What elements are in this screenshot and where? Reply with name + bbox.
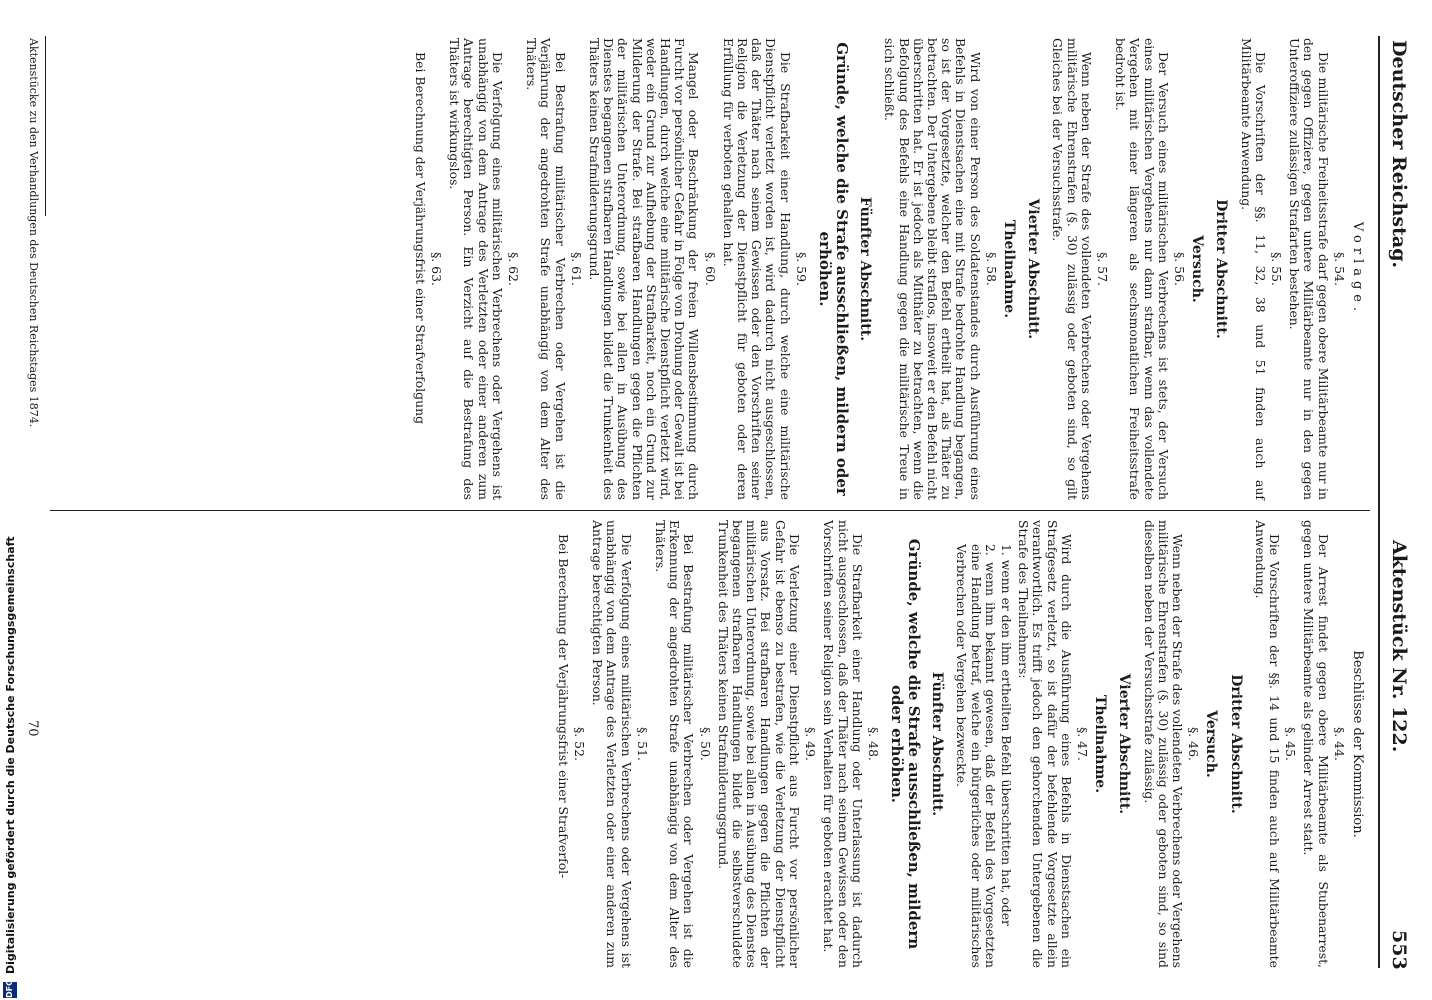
- paragraph-number: §. 45.: [1283, 727, 1299, 761]
- section-title: Gründe, welche die Strafe ausschließen, mildern oder erhöhen.: [887, 538, 923, 950]
- section-title: Gründe, welche die Strafe ausschließen, mildern oder erhöhen.: [815, 42, 851, 496]
- paragraph: Die Strafbarkeit einer Handlung oder Unterlassung ist dadurch nicht ausgeschlossen, daß der Thäter nach seinem Gewissen oder den Vorschriften seiner Religion sein Verhalten für geboten erachtet hat.: [821, 520, 865, 968]
- page-number: 70: [25, 720, 40, 737]
- paragraph: Wird durch die Ausführung eines Befehls in Dienstsachen ein Strafgesetz verletzt, so ist dafür der befehlende Vorgesetzte allein verantwortlich. Es trifft jedoch den gehorchenden Untergebenen die Strafe des Theilnehmers:: [1016, 520, 1074, 968]
- footer-note: Aktenstücke zu den Verhandlungen des Deutschen Reichstages 1874.: [27, 38, 40, 428]
- paragraph: Die Verfolgung eines militärischen Verbrechens oder Vergehens ist unabhängig von dem Antrage des Verletzten oder einer anderen zum Antrage berechtigten Person. Ein Verzicht auf die Bestrafung des Thäters ist wirkungslos.: [447, 38, 505, 500]
- paragraph-number: §. 56.: [1171, 252, 1187, 286]
- paragraph: Die Vorschriften der §§. 11, 32, 38 und 51 finden auch auf Militärbeamte Anwendung.: [1238, 38, 1268, 500]
- paragraph-number: §. 58.: [983, 252, 999, 286]
- section-heading: Vierter Abschnitt.: [1025, 198, 1042, 340]
- paragraph: Bei Berechnung der Verjährungsfrist einer Strafverfolgung: [412, 52, 428, 425]
- paragraph-number: §. 61.: [568, 252, 584, 286]
- paragraph: Wenn neben der Strafe des vollendeten Verbrechens oder Vergehens militärische Ehrenstrafen (§. 30) zulässig oder geboten sind, so sind dieselben neben der Versuchsstrafe zulässig.: [1141, 520, 1185, 968]
- paragraph: Die Verfolgung eines militärischen Verbrechens oder Vergehens ist unabhängig von dem Antrage des Verletzten oder einer anderen zum Antrage berechtigten Person.: [590, 520, 634, 968]
- header-center: Aktenstück Nr. 122.: [1388, 540, 1410, 753]
- paragraph: Wird von einer Person des Soldatenstandes durch Ausführung eines Befehls in Dienstsachen eine mit Strafe bedrohte Handlung begangen, so ist der Vorgesetzte, welcher den Befehl ertheilt hat, als Thäter zu betrachten. Der Untergebene bleibt straflos, insoweit er den Befehl nicht überschritten hat. Er ist jedoch als Mitthäter zu betrachten, wenn die Befolgung des Befehls eine Handlung gegen die militärische Treue in sich schließt.: [882, 38, 983, 500]
- funding-note: Digitalisierung gefördert durch die Deutsche Forschungsgemeinschaft: [4, 536, 17, 974]
- list-item: 1. wenn er den ihm ertheilten Befehl überschritten hat, oder: [998, 544, 1014, 926]
- paragraph-number: §. 54.: [1331, 252, 1347, 286]
- paragraph-number: §. 46.: [1186, 727, 1202, 761]
- header-rule: [1378, 36, 1380, 968]
- footer-rule: [45, 36, 46, 216]
- section-title: Versuch.: [1189, 235, 1206, 303]
- paragraph-number: §. 50.: [697, 727, 713, 761]
- paragraph-number: §. 51.: [634, 727, 650, 761]
- paragraph-number: §. 49.: [803, 727, 819, 761]
- section-heading: Fünfter Abschnitt.: [929, 671, 946, 817]
- section-title: Theilnahme.: [1000, 219, 1017, 319]
- paragraph-number: §. 60.: [702, 252, 718, 286]
- paragraph: Die militärische Freiheitsstrafe darf gegen obere Militärbeamte nur in den gegen Offiziere, gegen untere Militärbeamte nur in den gegen Unteroffiziere zulässigen Strafarten bestehen.: [1287, 38, 1331, 500]
- paragraph-number: §. 62.: [506, 252, 522, 286]
- paragraph-number: §. 57.: [1094, 252, 1110, 286]
- paragraph-number: §. 48.: [865, 727, 881, 761]
- paragraph-number: §. 55.: [1268, 252, 1284, 286]
- dfg-logo: DFG: [3, 982, 17, 998]
- header-page-number: 553: [1388, 930, 1410, 970]
- column-title: Beschlüsse der Kommission.: [1350, 650, 1365, 838]
- paragraph-number: §. 52.: [572, 727, 588, 761]
- section-title: Theilnahme.: [1092, 694, 1109, 794]
- column-divider: [50, 510, 1370, 511]
- section-heading: Fünfter Abschnitt.: [857, 196, 874, 342]
- section-heading: Dritter Abschnitt.: [1227, 674, 1244, 814]
- paragraph: Mangel oder Beschränkung der freien Willensbestimmung durch Furcht vor persönlicher Gefahr in Folge von Drohung oder Gewalt ist bei Handlungen, durch welche eine militärische Dienstpflicht verletzt wird, weder ein Grund zur Aufhebung der Strafbarkeit, noch ein Grund zur Milderung der Strafe. Bei strafbaren Handlungen gegen die Pflichten der militärischen Unterordnung, sowie bei allen in Ausübung des Dienstes begangenen strafbaren Handlungen bildet die Trunkenheit des Thäters keinen Strafmilderungsgrund.: [587, 38, 702, 500]
- column-title: Vorlage.: [1350, 221, 1365, 317]
- list-item: 2. wenn ihm bekannt gewesen, daß der Befehl des Vorgesetzten eine Handlung betraf, welche ein bürgerliches oder militärisches Verbrechen oder Vergehen bezweckte.: [954, 544, 998, 968]
- paragraph: Die Strafbarkeit einer Handlung, durch welche eine militärische Dienstpflicht verletzt worden ist, wird dadurch nicht ausgeschlossen, daß der Thäter nach seinem Gewissen oder den Vorschriften seiner Religion die Verletzung der Dienstpflicht für geboten oder deren Erfüllung für verboten gehalten hat.: [720, 38, 793, 500]
- header-left: Deutscher Reichstag.: [1388, 40, 1410, 269]
- paragraph: Bei Bestrafung militärischer Verbrechen oder Vergehen ist die Verjährung der angedrohten Strafe unabhängig von dem Alter des Thäters.: [524, 38, 568, 500]
- paragraph-number: §. 63.: [429, 252, 445, 286]
- paragraph-number: §. 47.: [1074, 727, 1090, 761]
- paragraph: Der Arrest findet gegen obere Militärbeamte als Stubenarrest, gegen untere Militärbeamte als gelinder Arrest statt.: [1301, 520, 1331, 968]
- right-column: [553, 520, 1368, 968]
- paragraph: Wenn neben der Strafe des vollendeten Verbrechens oder Vergehens militärische Ehrenstrafen (§. 30) zulässig oder geboten sind, so gilt Gleiches bei der Versuchsstrafe.: [1050, 38, 1094, 500]
- left-column: [410, 38, 1368, 500]
- funding-sidebar: [0, 0, 22, 1000]
- paragraph: Bei Berechnung der Verjährungsfrist einer Strafverfol-: [555, 534, 571, 879]
- section-title: Versuch.: [1203, 710, 1220, 778]
- paragraph-number: §. 59.: [793, 252, 809, 286]
- section-heading: Dritter Abschnitt.: [1213, 199, 1230, 339]
- paragraph: Die Verletzung einer Dienstpflicht aus Furcht vor persönlicher Gefahr ist ebenso zu bestrafen, wie die Verletzung der Dienstpflicht aus Vorsatz. Bei strafbaren Handlungen gegen die Pflichten der militärischen Unterordnung, sowie bei allen in Ausübung des Dienstes begangenen strafbaren Handlungen bildet die selbstverschuldete Trunkenheit des Thäters keinen Strafmilderungsgrund.: [715, 520, 802, 968]
- paragraph: Der Versuch eines militärischen Verbrechens ist stets, der Versuch eines militärischen Vergehens nur dann strafbar, wenn das vollendete Vergehen mit einer längeren als sechsmonatlichen Freiheitsstrafe bedroht ist.: [1113, 38, 1171, 500]
- paragraph-number: §. 44.: [1331, 727, 1347, 761]
- paragraph: Die Vorschriften der §§. 14 und 15 finden auch auf Militärbeamte Anwendung.: [1252, 520, 1282, 968]
- section-heading: Vierter Abschnitt.: [1116, 673, 1133, 815]
- paragraph: Bei Bestrafung militärischer Verbrechen oder Vergehen ist die Erkennung der angedrohten Strafe unabhängig von dem Alter des Thäters.: [653, 520, 697, 968]
